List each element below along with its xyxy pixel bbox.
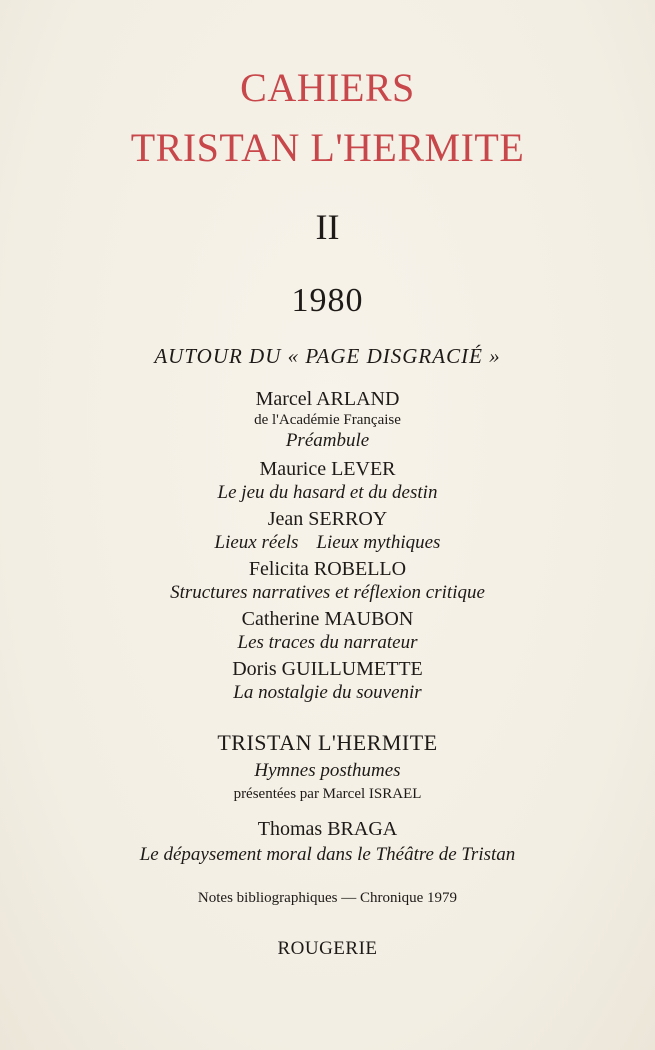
contributor-arland-affiliation: de l'Académie Française — [254, 412, 401, 428]
contributor-serroy: Jean SERROY — [267, 508, 388, 530]
contributor-maubon: Catherine MAUBON — [241, 608, 414, 630]
featured-presenter: présentées par Marcel ISRAEL — [233, 786, 422, 802]
article-lever: Le jeu du hasard et du destin — [217, 482, 438, 503]
article-maubon: Les traces du narrateur — [237, 632, 418, 653]
article-serroy-part-b: Lieux mythiques — [316, 532, 441, 553]
article-serroy-part-a: Lieux réels — [214, 532, 299, 553]
featured-work: Hymnes posthumes — [254, 760, 401, 781]
contributor-lever: Maurice LEVER — [259, 458, 396, 480]
article-serroy — [0, 532, 655, 554]
article-robello: Structures narratives et réflexion critique — [170, 582, 485, 603]
series-title-line1: CAHIERS — [240, 65, 415, 110]
contributor-guillumette: Doris GUILLUMETTE — [232, 658, 423, 680]
volume-number: II — [315, 207, 340, 247]
series-title-line2: TRISTAN L'HERMITE — [130, 125, 525, 170]
publisher-name: ROUGERIE — [277, 938, 378, 959]
notes-chronicle: Notes bibliographiques — Chronique 1979 — [197, 890, 458, 906]
contributor-robello: Felicita ROBELLO — [248, 558, 407, 580]
featured-author: TRISTAN L'HERMITE — [217, 730, 438, 755]
publication-year: 1980 — [291, 282, 364, 319]
article-guillumette: La nostalgie du souvenir — [233, 682, 422, 703]
contributor-braga: Thomas BRAGA — [257, 818, 398, 840]
article-preambule: Préambule — [285, 430, 370, 451]
issue-theme: AUTOUR DU « PAGE DISGRACIÉ » — [154, 344, 501, 368]
contributor-arland: Marcel ARLAND — [255, 388, 400, 410]
article-braga: Le dépaysement moral dans le Théâtre de Tristan — [139, 844, 516, 865]
